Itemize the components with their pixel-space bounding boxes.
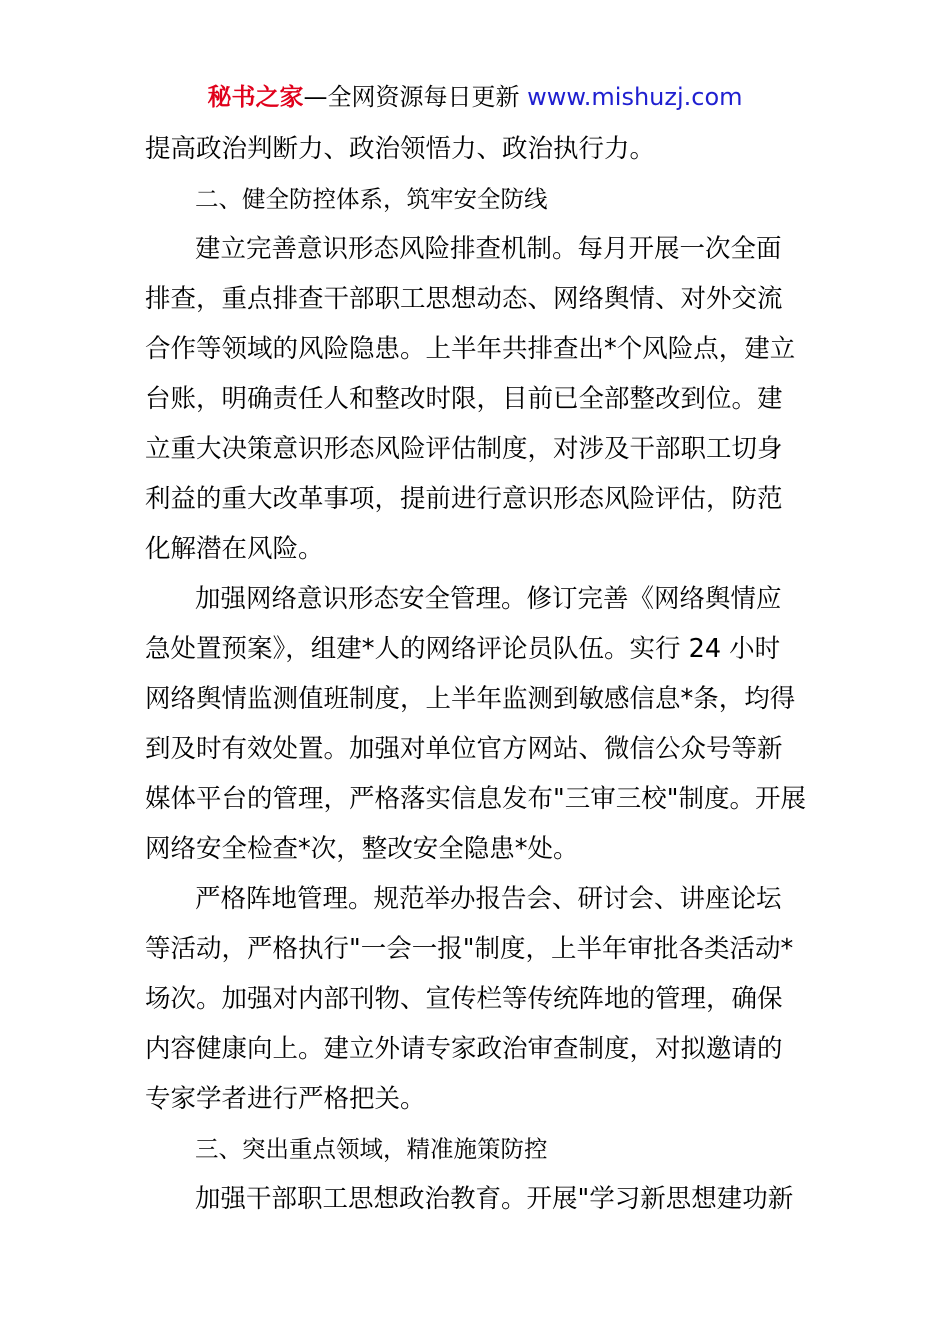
text-line: 内容健康向上。建立外请专家政治审查制度，对拟邀请的: [145, 1034, 783, 1064]
site-tagline: —全网资源每日更新: [303, 83, 520, 111]
paragraph-start-line: 严格阵地管理。规范举办报告会、研讨会、讲座论坛: [195, 884, 782, 914]
section-heading: 二、健全防控体系，筑牢安全防线: [195, 185, 548, 213]
paragraph-start-line: 建立完善意识形态风险排查机制。每月开展一次全面: [195, 234, 782, 264]
text-line: 化解潜在风险。: [145, 534, 324, 564]
text-line: 媒体平台的管理，严格落实信息发布"三审三校"制度。开展: [145, 784, 806, 814]
text-line: 专家学者进行严格把关。: [145, 1084, 426, 1114]
text-line: 急处置预案》，组建*人的网络评论员队伍。实行 24 小时: [145, 634, 781, 664]
text-line: 合作等领域的风险隐患。上半年共排查出*个风险点，建立: [145, 334, 796, 364]
text-line: 排查，重点排查干部职工思想动态、网络舆情、对外交流: [145, 284, 783, 314]
site-url[interactable]: www.mishuzj.com: [527, 83, 743, 111]
text-line: 利益的重大改革事项，提前进行意识形态风险评估，防范: [145, 484, 783, 514]
text-line: 等活动，严格执行"一会一报"制度，上半年审批各类活动*: [145, 934, 794, 964]
paragraph-start-line: 加强干部职工思想政治教育。开展"学习新思想建功新: [195, 1184, 794, 1214]
text-line: 网络安全检查*次，整改安全隐患*处。: [145, 834, 579, 864]
section-heading: 三、突出重点领域，精准施策防控: [195, 1135, 548, 1163]
document-body: [145, 124, 808, 1224]
text-line: 台账，明确责任人和整改时限，目前已全部整改到位。建: [145, 384, 783, 414]
site-brand: 秘书之家: [207, 83, 304, 111]
text-line: 提高政治判断力、政治领悟力、政治执行力。: [145, 134, 656, 164]
paragraph-start-line: 加强网络意识形态安全管理。修订完善《网络舆情应: [195, 584, 782, 614]
text-line: 网络舆情监测值班制度，上半年监测到敏感信息*条，均得: [145, 684, 796, 714]
text-line: 到及时有效处置。加强对单位官方网站、微信公众号等新: [145, 734, 783, 764]
page-header: [0, 80, 950, 114]
text-line: 场次。加强对内部刊物、宣传栏等传统阵地的管理，确保: [145, 984, 783, 1014]
text-line: 立重大决策意识形态风险评估制度，对涉及干部职工切身: [145, 434, 783, 464]
